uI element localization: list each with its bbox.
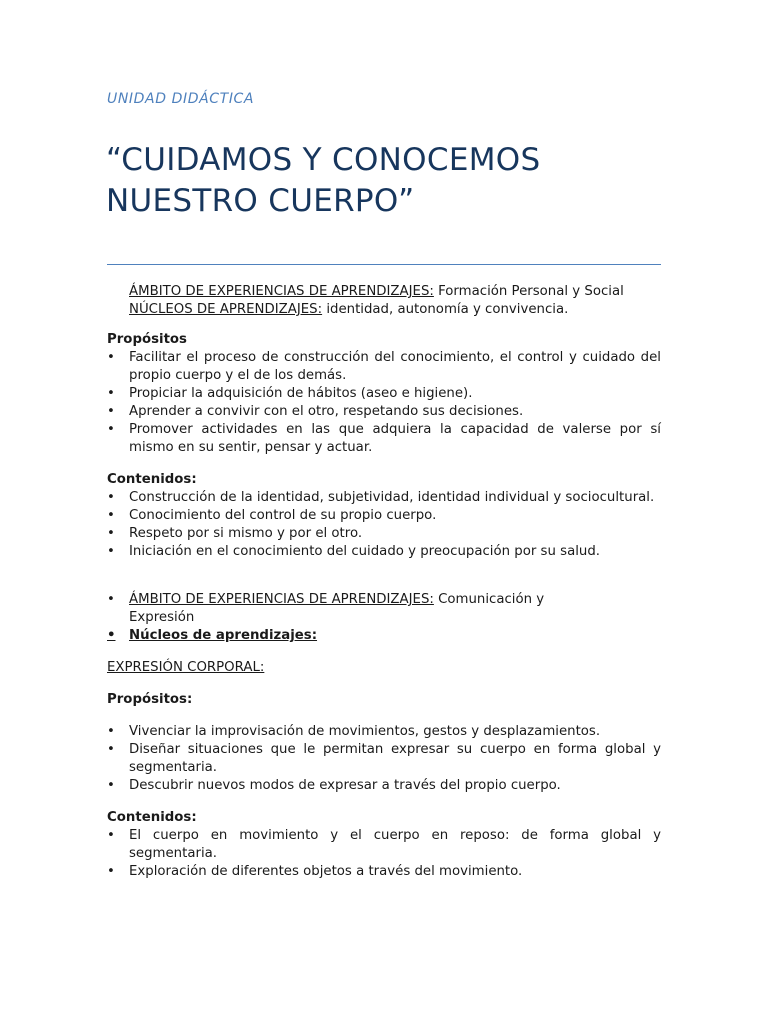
nucleos-2-label: Núcleos de aprendizajes: [129,628,318,643]
list-item: • Iniciación en el conocimiento del cuidado y preocupación por su salud. [107,544,601,559]
ambito-1 [107,283,661,301]
expresion-heading: EXPRESIÓN CORPORAL: [107,660,265,675]
bullet-icon: • [107,864,115,879]
nucleos-1-label: NÚCLEOS DE APRENDIZAJES: [129,302,323,317]
bullet-icon: • [107,778,115,793]
ambito-2-list [107,591,607,645]
nucleos-1 [107,301,661,319]
list-item: • Vivenciar la improvisación de movimientos, gestos y desplazamientos. [107,724,601,739]
contenidos-2-heading: Contenidos: [107,810,197,825]
ambito-1-value: Formación Personal y Social [433,284,624,299]
bullet-icon: • [107,404,115,419]
bullet-icon: • [107,828,115,843]
propositos-2-heading: Propósitos: [107,692,193,707]
list-item: • Respeto por si mismo y por el otro. [107,526,363,541]
contenidos-2-list [107,827,661,881]
list-item: • Descubrir nuevos modos de expresar a través del propio cuerpo. [107,778,561,793]
bullet-icon: • [107,490,115,505]
propositos-1-heading: Propósitos [107,332,187,347]
list-item: • El cuerpo en movimiento y el cuerpo en reposo: de forma global y segmentaria. [107,828,661,861]
nucleos-2 [107,627,607,645]
list-item: • Aprender a convivir con el otro, respetando sus decisiones. [107,404,524,419]
ambito-2-value: Comunicación y Expresión [129,592,545,625]
list-item: • Propiciar la adquisición de hábitos (aseo e higiene). [107,386,473,401]
bullet-icon: • [107,724,115,739]
bullet-icon: • [107,508,115,523]
list-item: • Diseñar situaciones que le permitan expresar su cuerpo en forma global y segmentaria. [107,742,661,775]
list-item: • Facilitar el proceso de construcción del conocimiento, el control y cuidado del propio cuerpo y el de los demás. [107,350,661,383]
list-item: • Exploración de diferentes objetos a través del movimiento. [107,864,523,879]
bullet-icon: • [107,350,115,365]
bullet-icon: • [107,386,115,401]
document-subtitle: UNIDAD DIDÁCTICA [107,91,255,107]
ambito-2 [107,591,607,627]
contenidos-1-heading: Contenidos: [107,472,197,487]
contenidos-1-list [107,489,661,561]
ambito-1-label: ÁMBITO DE EXPERIENCIAS DE APRENDIZAJES: [129,284,434,299]
document-body [107,283,661,881]
list-item: • Promover actividades en las que adquiera la capacidad de valerse por sí mismo en su sentir, pensar y actuar. [107,422,661,455]
bullet-icon: • [107,742,115,757]
title-divider [107,264,661,265]
list-item: • Conocimiento del control de su propio cuerpo. [107,508,437,523]
propositos-1-list [107,349,661,457]
document-title: “CUIDAMOS Y CONOCEMOS NUESTRO CUERPO” [106,142,541,219]
ambito-2-label: ÁMBITO DE EXPERIENCIAS DE APRENDIZAJES: [129,592,434,607]
nucleos-1-value: identidad, autonomía y convivencia. [322,302,569,317]
bullet-icon: • [107,526,115,541]
propositos-2-list [107,723,661,795]
bullet-icon: • [107,422,115,437]
bullet-icon: • [107,544,115,559]
bullet-icon: • [107,592,115,607]
list-item: • Construcción de la identidad, subjetividad, identidad individual y sociocultural. [107,490,655,505]
bullet-icon: • [107,628,116,643]
